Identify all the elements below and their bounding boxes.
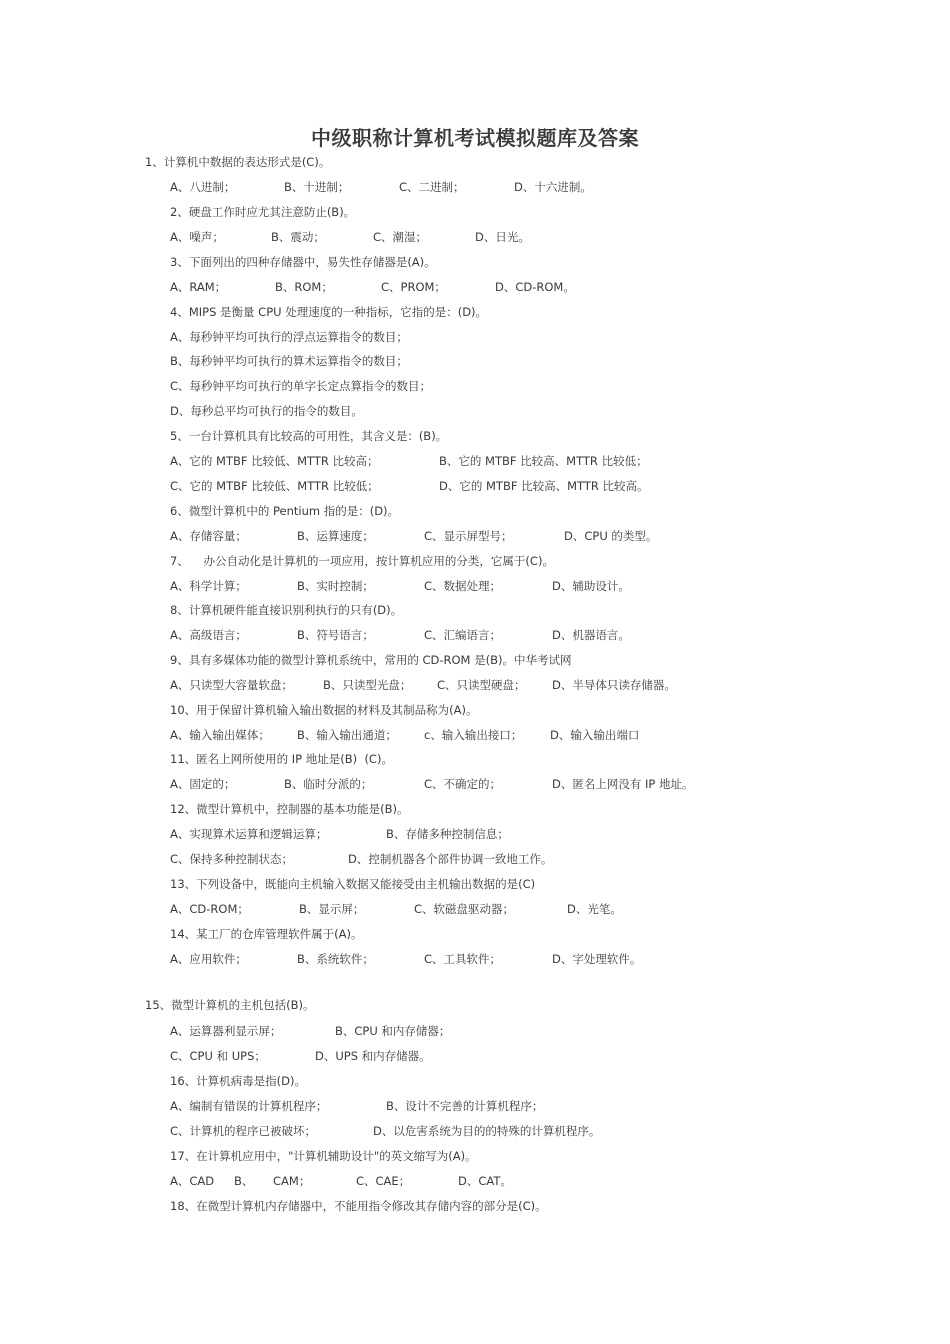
- option: CAM；: [273, 1174, 311, 1188]
- question-12: 12、微型计算机中，控制器的基本功能是(B)。: [170, 802, 409, 816]
- option: D、十六进制。: [514, 180, 592, 194]
- option: D、CD-ROM。: [495, 280, 575, 294]
- question-7: 7、 办公自动化是计算机的一项应用，按计算机应用的分类，它属于(C)。: [170, 554, 554, 568]
- option: D、半导体只读存储器。: [552, 678, 676, 692]
- option: C、不确定的；: [424, 777, 502, 791]
- option: C、二进制；: [399, 180, 465, 194]
- option: C、显示屏型号；: [424, 529, 513, 543]
- option: B、系统软件；: [297, 952, 374, 966]
- option: C、CPU 和 UPS；: [170, 1049, 266, 1063]
- option: D、日光。: [475, 230, 530, 244]
- option: B、ROM；: [275, 280, 333, 294]
- option: B、十进制；: [284, 180, 350, 194]
- option: D、匿名上网没有 IP 地址。: [552, 777, 694, 791]
- option: A、运算器利显示屏；: [170, 1024, 282, 1038]
- option: C、保持多种控制状态；: [170, 852, 294, 866]
- option: A、编制有错误的计算机程序；: [170, 1099, 328, 1113]
- option: B、震动；: [271, 230, 325, 244]
- option: B、设计不完善的计算机程序；: [386, 1099, 544, 1113]
- option: B、运算速度；: [297, 529, 374, 543]
- option: A、科学计算；: [170, 579, 247, 593]
- question-4: 4、MIPS 是衡量 CPU 处理速度的一种指标，它指的是：(D)。: [170, 305, 488, 319]
- option: B、只读型光盘；: [323, 678, 412, 692]
- option: C、每秒钟平均可执行的单字长定点算指令的数目；: [170, 379, 432, 393]
- question-11: 11、匿名上网所使用的 IP 地址是(B) (C)。: [170, 752, 393, 766]
- question-2: 2、硬盘工作时应尤其注意防止(B)。: [170, 205, 356, 219]
- option: B、符号语言；: [297, 628, 374, 642]
- option: C、PROM；: [381, 280, 446, 294]
- option: c、输入输出接口；: [424, 728, 523, 742]
- question-10: 10、用于保留计算机输入输出数据的材料及其制品称为(A)。: [170, 703, 478, 717]
- question-18: 18、在微型计算机内存储器中，不能用指令修改其存储内容的部分是(C)。: [170, 1199, 547, 1213]
- option: C、只读型硬盘；: [437, 678, 526, 692]
- document-title: 中级职称计算机考试模拟题库及答案: [311, 126, 639, 150]
- option: D、以危害系统为目的的特殊的计算机程序。: [373, 1124, 601, 1138]
- question-17: 17、在计算机应用中，"计算机辅助设计"的英文缩写为(A)。: [170, 1149, 477, 1163]
- option: B、它的 MTBF 比较高、MTTR 比较低；: [439, 454, 648, 468]
- option: A、固定的；: [170, 777, 236, 791]
- option: D、它的 MTBF 比较高、MTTR 比较高。: [439, 479, 649, 493]
- option: A、CD-ROM；: [170, 902, 249, 916]
- option: D、CAT。: [458, 1174, 512, 1188]
- option: D、每秒总平均可执行的指令的数目。: [170, 404, 363, 418]
- option: A、它的 MTBF 比较低、MTTR 比较高；: [170, 454, 379, 468]
- question-15: 15、微型计算机的主机包括(B)。: [145, 998, 315, 1012]
- question-9: 9、具有多媒体功能的微型计算机系统中，常用的 CD-ROM 是(B)。中华考试网: [170, 653, 572, 667]
- option: C、工具软件；: [424, 952, 502, 966]
- option: C、软磁盘驱动器；: [414, 902, 515, 916]
- option: B、实时控制；: [297, 579, 374, 593]
- question-3: 3、下面列出的四种存储器中，易失性存储器是(A)。: [170, 255, 436, 269]
- option: A、实现算术运算和逻辑运算；: [170, 827, 328, 841]
- option: B、存储多种控制信息；: [386, 827, 509, 841]
- option: A、存储容量；: [170, 529, 247, 543]
- question-6: 6、微型计算机中的 Pentium 指的是：(D)。: [170, 504, 400, 518]
- option: D、机器语言。: [552, 628, 630, 642]
- question-13: 13、下列设备中，既能向主机输入数据又能接受由主机输出数据的是(C): [170, 877, 536, 891]
- question-5: 5、一台计算机具有比较高的可用性，其含义是：(B)。: [170, 429, 448, 443]
- option: A、只读型大容量软盘；: [170, 678, 293, 692]
- option: B、CPU 和内存储器；: [335, 1024, 451, 1038]
- option: A、八进制；: [170, 180, 236, 194]
- option: A、输入输出媒体；: [170, 728, 270, 742]
- option: A、每秒钟平均可执行的浮点运算指令的数目；: [170, 330, 408, 344]
- question-1: 1、计算机中数据的表达形式是(C)。: [145, 155, 331, 169]
- option: C、CAE；: [356, 1174, 411, 1188]
- option: A、应用软件；: [170, 952, 247, 966]
- question-8: 8、计算机硬件能直接识别利执行的只有(D)。: [170, 603, 403, 617]
- option: A、CAD: [170, 1174, 215, 1188]
- option: C、数据处理；: [424, 579, 502, 593]
- option: D、CPU 的类型。: [564, 529, 658, 543]
- option: B、每秒钟平均可执行的算术运算指令的数目；: [170, 354, 408, 368]
- question-16: 16、计算机病毒是指(D)。: [170, 1074, 306, 1088]
- option: A、RAM；: [170, 280, 227, 294]
- option: C、汇编语言；: [424, 628, 502, 642]
- option: B、输入输出通道；: [297, 728, 397, 742]
- option: C、潮湿；: [373, 230, 428, 244]
- option: B、: [234, 1174, 254, 1188]
- option: B、临时分派的；: [284, 777, 373, 791]
- option: C、它的 MTBF 比较低、MTTR 比较低；: [170, 479, 379, 493]
- option: A、高级语言；: [170, 628, 247, 642]
- option: C、计算机的程序已被破坏；: [170, 1124, 317, 1138]
- option: D、UPS 和内存储器。: [315, 1049, 431, 1063]
- option: D、字处理软件。: [552, 952, 642, 966]
- option: A、噪声；: [170, 230, 224, 244]
- question-14: 14、某工厂的仓库管理软件属于(A)。: [170, 927, 363, 941]
- option: B、显示屏；: [299, 902, 365, 916]
- option: D、光笔。: [567, 902, 622, 916]
- option: D、辅助设计。: [552, 579, 630, 593]
- option: D、控制机器各个部件协调一致地工作。: [348, 852, 553, 866]
- option: D、输入输出端口: [550, 728, 640, 742]
